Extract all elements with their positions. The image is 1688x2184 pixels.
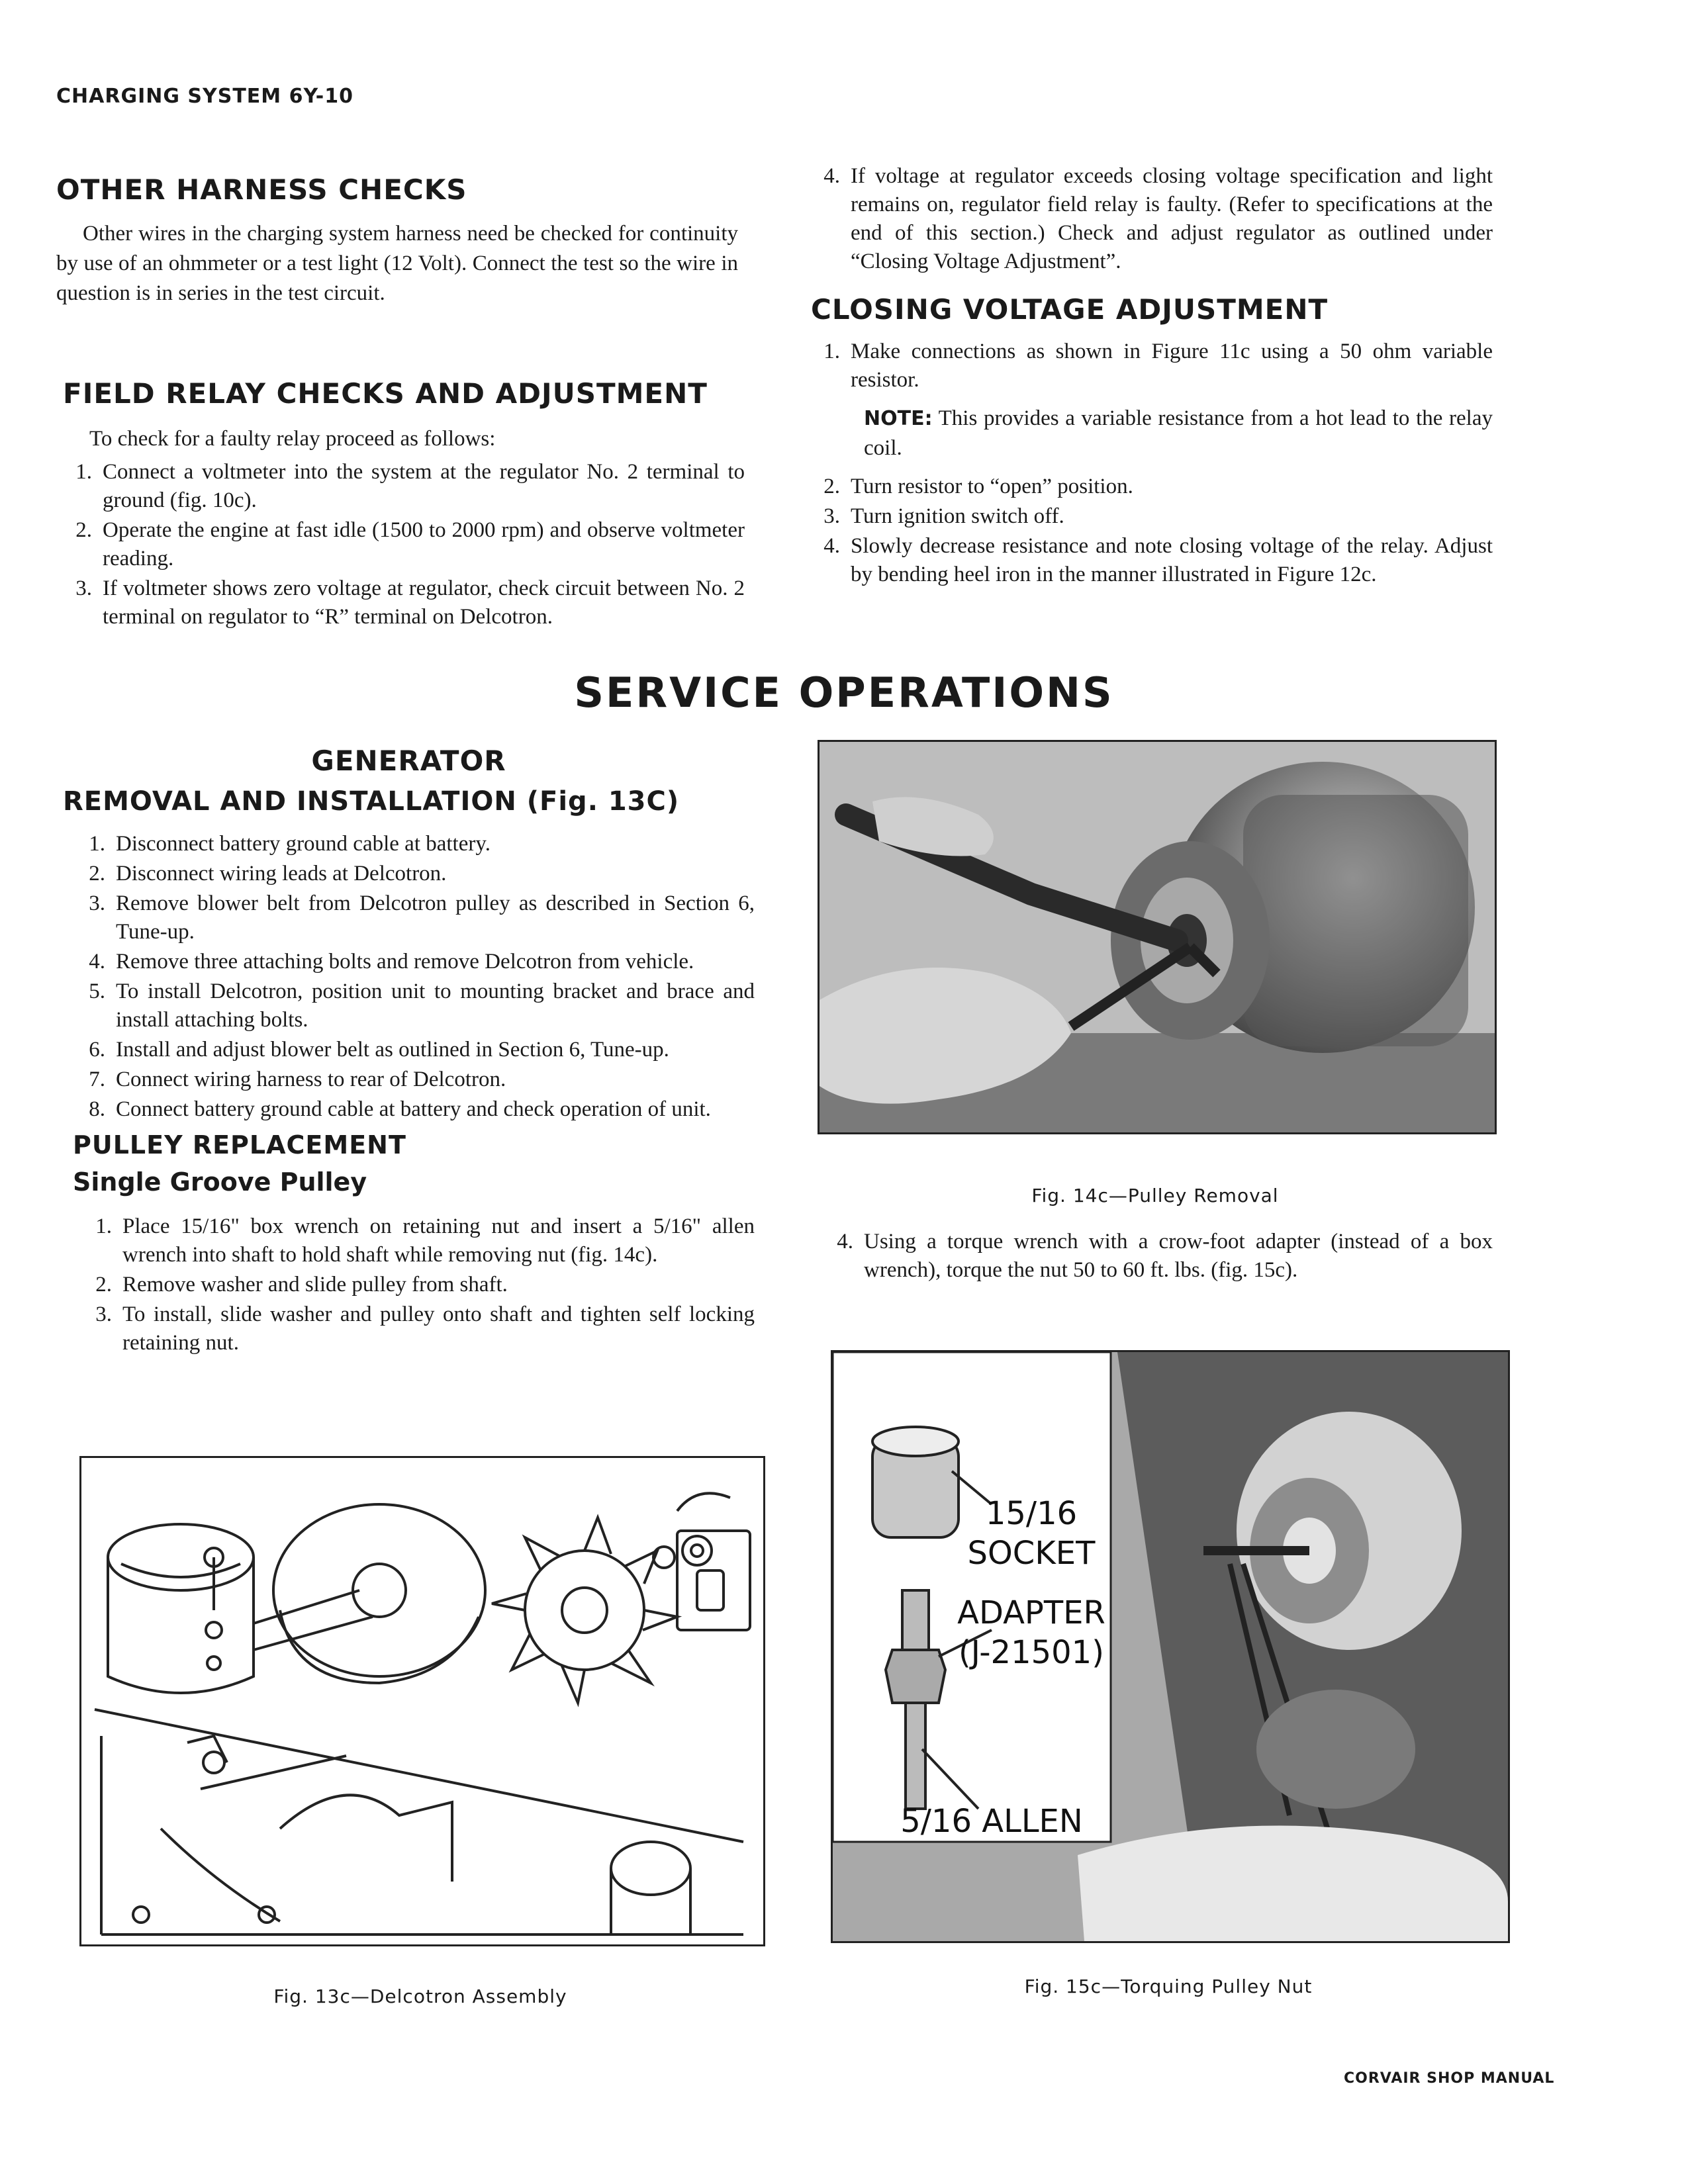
fig-14c-caption: Fig. 14c—Pulley Removal (1031, 1185, 1279, 1206)
list-item: 3. If voltmeter shows zero voltage at regulator, check circuit between No. 2 terminal on regulator to “R” terminal on Delcotron. (75, 576, 745, 629)
right-top-section (811, 162, 1493, 590)
pulley-removal-illustration (820, 742, 1495, 1132)
list-item: 2. Operate the engine at fast idle (1500 to 2000 rpm) and observe voltmeter reading. (75, 518, 745, 570)
closing-voltage-heading: CLOSING VOLTAGE ADJUSTMENT (811, 293, 1329, 326)
field-relay-intro: To check for a faulty relay proceed as follows: (89, 427, 496, 451)
list-item: 1. Make connections as shown in Figure 11c using a 50 ohm variable resistor. (823, 340, 1493, 392)
relay-step-4 (811, 162, 1493, 276)
field-relay-section (63, 377, 745, 633)
list-item: 4. Slowly decrease resistance and note closing voltage of the relay. Adjust by bending heel iron in the manner illustrated in Figure 12c. (823, 534, 1493, 586)
list-item: 1. Connect a voltmeter into the system at the regulator No. 2 terminal to ground (fig. 10c). (75, 460, 745, 512)
list-item: 5. To install Delcotron, position unit to mounting bracket and brace and install attaching bolts. (89, 979, 755, 1032)
pulley-steps (63, 1212, 755, 1357)
removal-heading: REMOVAL AND INSTALLATION (Fig. 13C) (63, 786, 680, 817)
list-item: 4. Using a torque wrench with a crow-foot adapter (instead of a box wrench), torque the nut 50 to 60 ft. lbs. (fig. 15c). (837, 1230, 1493, 1282)
page-footer: CORVAIR SHOP MANUAL (1344, 2070, 1555, 2087)
torquing-pulley-nut-illustration (833, 1352, 1508, 1941)
torque-step-4 (824, 1228, 1493, 1286)
adapter-label-1: ADAPTER (957, 1594, 1105, 1631)
closing-voltage-step-1 (811, 338, 1493, 394)
list-item: 3. To install, slide washer and pulley onto shaft and tighten self locking retaining nut. (95, 1302, 755, 1355)
list-item: 8. Connect battery ground cable at battery and check operation of unit. (89, 1097, 711, 1121)
closing-voltage-note (811, 404, 1493, 463)
socket-label-2: SOCKET (967, 1535, 1096, 1572)
field-relay-heading: FIELD RELAY CHECKS AND ADJUSTMENT (63, 377, 708, 410)
adapter-label-2: (J-21501) (959, 1634, 1104, 1671)
other-harness-heading: OTHER HARNESS CHECKS (56, 173, 467, 206)
list-item: 4. Remove three attaching bolts and remove Delcotron from vehicle. (89, 950, 694, 974)
generator-section (63, 745, 755, 1359)
service-operations-title: SERVICE OPERATIONS (574, 668, 1114, 717)
list-item: 1. Disconnect battery ground cable at battery. (89, 832, 491, 856)
list-item: 6. Install and adjust blower belt as outlined in Section 6, Tune-up. (89, 1038, 669, 1062)
list-item: 2. Turn resistor to “open” position. (823, 475, 1133, 498)
fig-15c-photo (831, 1350, 1510, 1943)
other-harness-section (56, 173, 738, 308)
removal-steps (63, 830, 755, 1124)
list-item: 3. Turn ignition switch off. (823, 504, 1064, 528)
generator-heading: GENERATOR (311, 745, 506, 777)
running-head: CHARGING SYSTEM 6Y-10 (56, 85, 353, 108)
fig-15c-caption: Fig. 15c—Torquing Pulley Nut (1024, 1976, 1313, 1997)
list-item: 3. Remove blower belt from Delcotron pulley as described in Section 6, Tune-up. (89, 891, 755, 944)
fig-13c-caption: Fig. 13c—Delcotron Assembly (273, 1985, 567, 2007)
list-item: 1. Place 15/16" box wrench on retaining nut and insert a 5/16" allen wrench into shaft to hold shaft while removing nut (fig. 14c). (95, 1214, 755, 1267)
list-item: 4. If voltage at regulator exceeds closing voltage specification and light remains on, regulator field relay is faulty. (Refer to specifications at the end of this section.) Check and adjust regulator as outlined under “Closing Voltage Adjustment”. (823, 164, 1493, 273)
list-item: 2. Disconnect wiring leads at Delcotron. (89, 862, 447, 886)
fig-14c-photo (818, 740, 1497, 1134)
field-relay-steps (63, 458, 745, 631)
single-groove-heading: Single Groove Pulley (73, 1167, 367, 1197)
delcotron-assembly-illustration (81, 1458, 763, 1944)
closing-voltage-steps (811, 473, 1493, 589)
fig-13c-drawing (79, 1456, 765, 1946)
pulley-replacement-heading: PULLEY REPLACEMENT (73, 1130, 406, 1160)
note-label: NOTE: (864, 407, 933, 430)
allen-label: 5/16 ALLEN (900, 1803, 1083, 1840)
list-item: 2. Remove washer and slide pulley from shaft. (95, 1273, 508, 1297)
socket-label-1: 15/16 (985, 1495, 1078, 1532)
list-item: 7. Connect wiring harness to rear of Delcotron. (89, 1068, 506, 1091)
other-harness-body: Other wires in the charging system harness need be checked for continuity by use of an ohmmeter or a test light (12 Volt). Connect the test so the wire in question is in series in the test circuit. (56, 222, 738, 305)
note-text: This provides a variable resistance from a hot lead to the relay coil. (864, 406, 1493, 460)
